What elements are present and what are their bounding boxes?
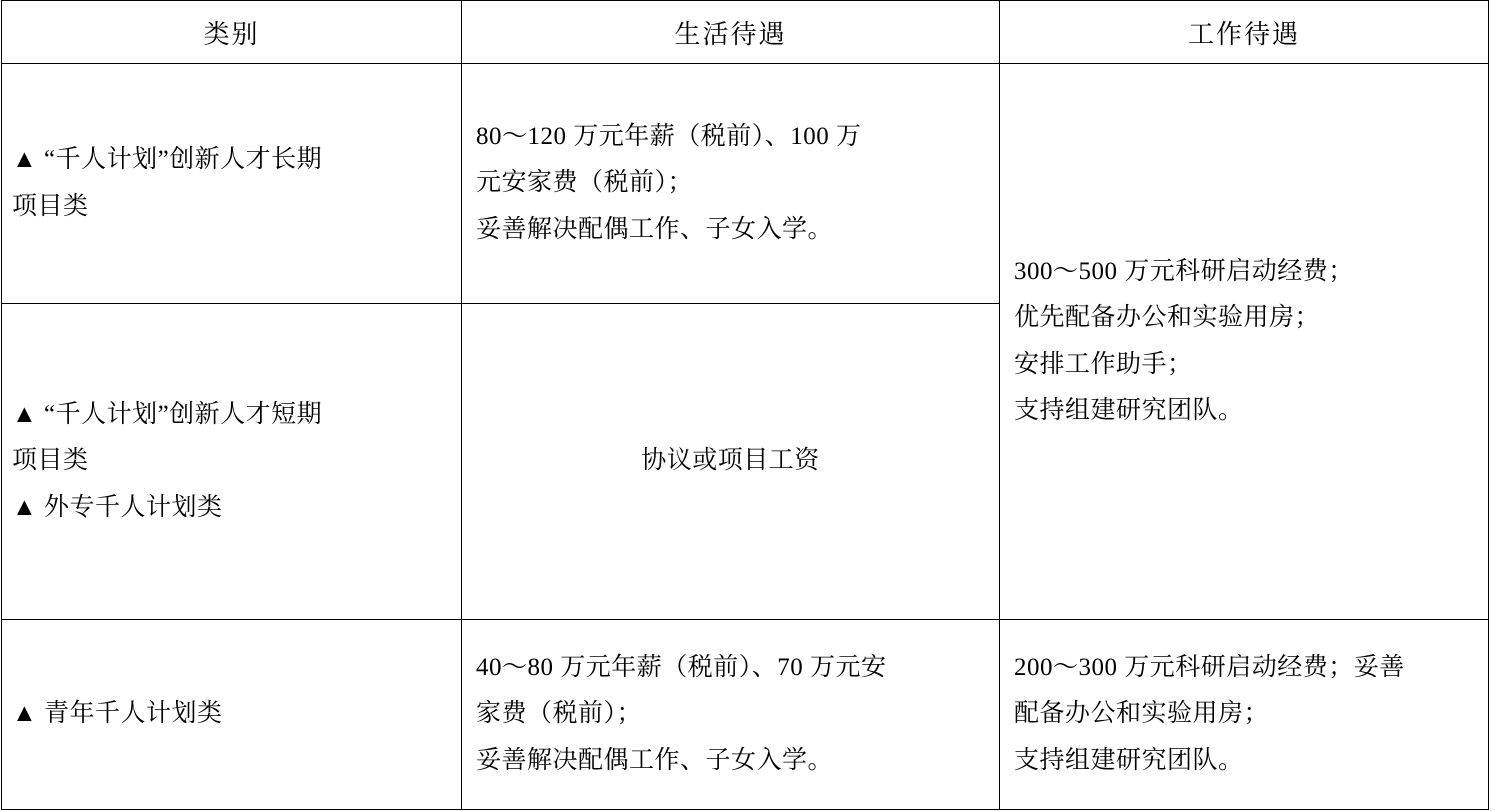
- category-line: ▲ “千人计划”创新人才长期: [12, 146, 323, 174]
- work-line: 200～300 万元科研启动经费；妥善: [1014, 654, 1405, 682]
- category-line: 项目类: [12, 447, 89, 475]
- living-line: 家费（税前）；: [476, 700, 643, 728]
- cell-work-merged: [1000, 64, 1489, 620]
- work-line: 优先配备办公和实验用房；: [1014, 304, 1321, 332]
- work-line: 安排工作助手；: [1014, 350, 1193, 378]
- cell-category-short-term: [2, 304, 462, 620]
- category-line: ▲ “千人计划”创新人才短期: [12, 401, 323, 429]
- category-line: ▲ 外专千人计划类: [12, 493, 223, 521]
- work-line: 支持组建研究团队。: [1014, 746, 1244, 774]
- table-header-row: [2, 1, 1489, 64]
- header-category: 类别: [2, 1, 462, 64]
- work-line: 配备办公和实验用房；: [1014, 700, 1270, 728]
- cell-living-youth: [462, 620, 1000, 810]
- category-line: ▲ 青年千人计划类: [12, 700, 223, 728]
- cell-living-long-term: [462, 64, 1000, 304]
- cell-category-youth: [2, 620, 462, 810]
- work-line: 支持组建研究团队。: [1014, 396, 1244, 424]
- living-line: 妥善解决配偶工作、子女入学。: [476, 215, 834, 243]
- talent-benefits-table: [1, 0, 1489, 810]
- cell-category-long-term: [2, 64, 462, 304]
- category-line: 项目类: [12, 192, 89, 220]
- living-line: 妥善解决配偶工作、子女入学。: [476, 746, 834, 774]
- work-line: 300～500 万元科研启动经费；: [1014, 258, 1354, 285]
- cell-living-short-term: [462, 304, 1000, 620]
- living-line: 协议或项目工资: [641, 447, 820, 475]
- header-living-benefits: 生活待遇: [462, 1, 1000, 64]
- header-work-benefits: 工作待遇: [1000, 1, 1489, 64]
- cell-work-youth: [1000, 620, 1489, 810]
- living-line: 40～80 万元年薪（税前）、70 万元安: [476, 654, 887, 682]
- living-line: 80～120 万元年薪（税前）、100 万: [476, 123, 862, 151]
- living-line: 元安家费（税前）；: [476, 169, 694, 197]
- table-row: [2, 64, 1489, 304]
- table-row: [2, 620, 1489, 810]
